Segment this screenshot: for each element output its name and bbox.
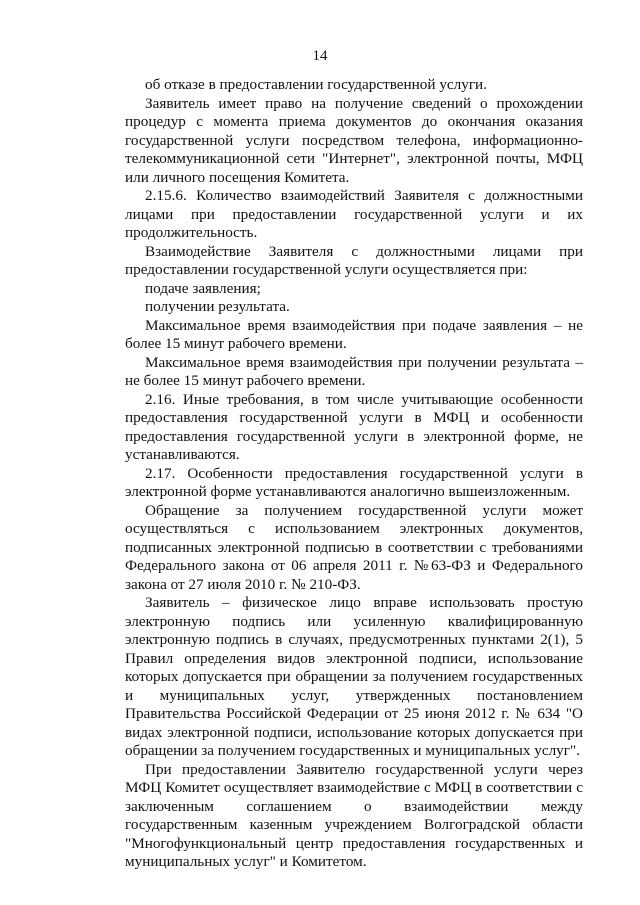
paragraph-result-refusal: об отказе в предоставлении государственной услуги. <box>145 76 487 93</box>
paragraph-interaction-cases: Взаимодействие Заявителя с должностными лицами при предоставлении государственной услуги осуществляется при: <box>125 242 583 278</box>
paragraph-electronic-documents: Обращение за получением государственной услуги может осуществляться с использованием электронных документов, подписанных электронной подписью в соответствии с требованиями Федерального закона от 06 апреля 2011 г. №63-ФЗ и Федерального закона от 27 июля 2010 г. № 210-ФЗ. <box>125 501 583 593</box>
paragraph-2-16: 2.16. Иные требования, в том числе учитывающие особенности предоставления государственной услуги в МФЦ и особенности предоставления государственной услуги в электронной форме, не устанавливаются. <box>125 390 583 463</box>
paragraph-mfc-interaction: При предоставлении Заявителю государственной услуги через МФЦ Комитет осуществляет взаимодействие с МФЦ в соответствии с заключенным соглашением о взаимодействии между государственным казенным учреждением Волгоградской области "Многофункциональный центр предоставления государственных и муниципальных услуг" и Комитетом. <box>125 760 583 870</box>
page-number: 14 <box>312 48 328 64</box>
paragraph-electronic-signature: Заявитель – физическое лицо вправе использовать простую электронную подпись или усиленную квалифицированную электронную подпись в случаях, предусмотренных пунктами 2(1), 5 Правил определения видов электронной подписи, использование которых допускается при обращении за получением государственных и муниципальных услуг, утвержденных постановлением Правительства Российской Федерации от 25 июня 2012 г. № 634 "О видах электронной подписи, использование которых допускается при обращении за получением государственных и муниципальных услуг". <box>125 594 583 759</box>
paragraph-max-time-submission: Максимальное время взаимодействия при подаче заявления – не более 15 минут рабочего времени. <box>125 316 583 352</box>
document-body <box>125 76 583 872</box>
paragraph-2-17: 2.17. Особенности предоставления государственной услуги в электронной форме устанавливаются аналогично вышеизложенным. <box>125 464 583 500</box>
paragraph-list-item-result: получении результата. <box>145 298 290 315</box>
paragraph-max-time-result: Максимальное время взаимодействия при получении результата – не более 15 минут рабочего времени. <box>125 353 583 389</box>
paragraph-2-15-6: 2.15.6. Количество взаимодействий Заявителя с должностными лицами при предоставлении государственной услуги и их продолжительность. <box>125 187 583 241</box>
paragraph-list-item-submission: подаче заявления; <box>145 279 261 297</box>
paragraph-applicant-rights: Заявитель имеет право на получение сведений о прохождении процедур с момента приема документов до окончания оказания государственной услуги посредством телефона, информационно-телекоммуникационной сети "Интернет", электронной почты, МФЦ или личного посещения Комитета. <box>125 94 583 186</box>
